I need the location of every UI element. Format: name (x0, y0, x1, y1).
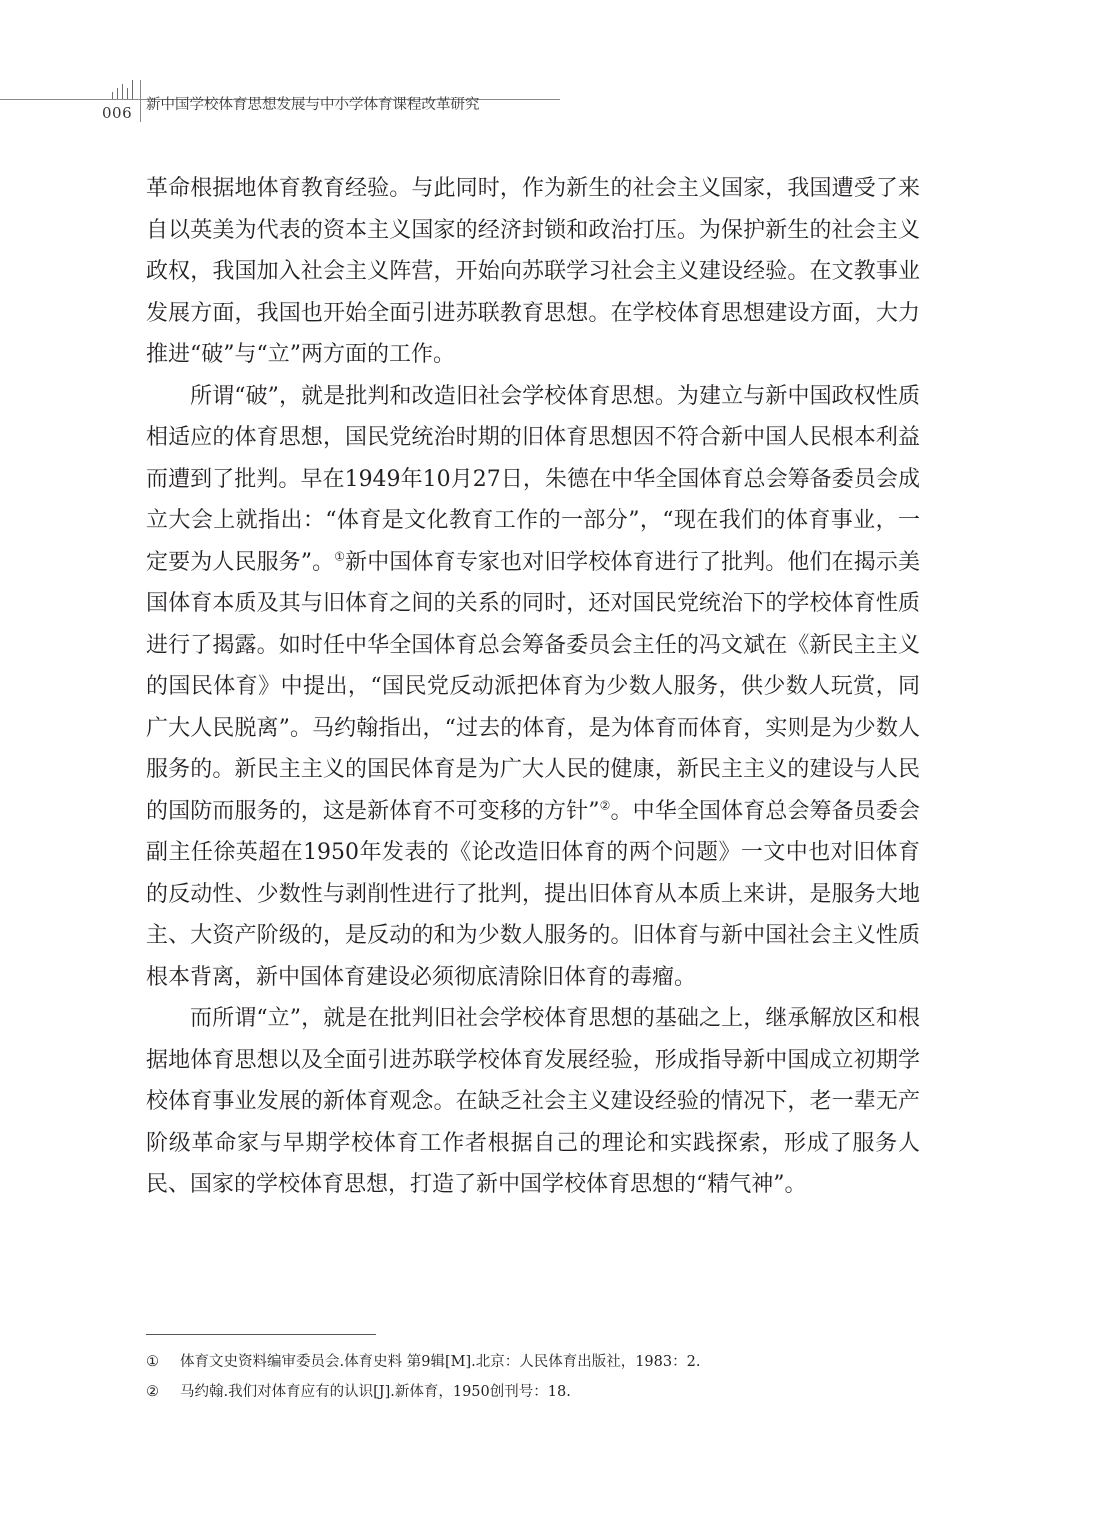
paragraph-1: 革命根据地体育教育经验。与此同时，作为新生的社会主义国家，我国遭受了来自以英美为代表的资本主义国家的经济封锁和政治打压。为保护新生的社会主义政权，我国加入社会主义阵营，开始向苏联学习社会主义建设经验。在文教事业发展方面，我国也开始全面引进苏联教育思想。在学校体育思想建设方面，大力推进“破”与“立”两方面的工作。 (146, 176, 920, 367)
footnote-ref-1[interactable]: ① (334, 549, 346, 564)
header-bars-icon (112, 80, 134, 99)
footnote-text: 马约翰.我们对体育应有的认识[J].新体育，1950创刊号：18. (180, 1384, 571, 1400)
paragraph-2-part-b: 新中国体育专家也对旧学校体育进行了批判。他们在揭示美国体育本质及其与旧体育之间的关系的同时，还对国民党统治下的学校体育性质进行了揭露。如时任中华全国体育总会筹备委员会主任的冯文斌在《新民主主义的国民体育》中提出，“国民党反动派把体育为少数人服务，供少数人玩赏，同广大人民脱离”。马约翰指出，“过去的体育，是为体育而体育，实则是为少数人服务的。新民主主义的国民体育是为广大人民的健康，新民主主义的建设与人民的国防而服务的，这是新体育不可变移的方针” (146, 549, 920, 824)
footnote (146, 1347, 920, 1377)
footnote-marker: ② (146, 1384, 159, 1400)
footnotes (146, 1347, 920, 1407)
page-number: 006 (102, 104, 133, 122)
footnote-marker: ① (146, 1354, 159, 1370)
paragraph-2-part-a: 所谓“破”，就是批判和改造旧社会学校体育思想。为建立与新中国政权性质相适应的体育思想，国民党统治时期的旧体育思想因不符合新中国人民根本利益而遭到了批判。早在1949年10月27日，朱德在中华全国体育总会筹备委员会成立大会上就指出：“体育是文化教育工作的一部分”，“现在我们的体育事业，一定要为人民服务”。 (146, 383, 920, 575)
footnote (146, 1377, 920, 1407)
footnote-ref-2[interactable]: ② (599, 798, 611, 813)
paragraph-2 (146, 376, 920, 999)
footnote-text: 体育文史资料编审委员会.体育史料 第9辑[M].北京：人民体育出版社，1983：2. (180, 1354, 701, 1370)
header-divider (140, 80, 141, 122)
paragraph-2-part-c: 。中华全国体育总会筹备员委会副主任徐英超在1950年发表的《论改造旧体育的两个问题》一文中也对旧体育的反动性、少数性与剥削性进行了批判，提出旧体育从本质上来讲，是服务大地主、大资产阶级的，是反动的和为少数人服务的。旧体育与新中国社会主义性质根本背离，新中国体育建设必须彻底清除旧体育的毒瘤。 (146, 798, 921, 990)
footnote-rule (146, 1334, 376, 1335)
paragraph-3: 而所谓“立”，就是在批判旧社会学校体育思想的基础之上，继承解放区和根据地体育思想以及全面引进苏联学校体育发展经验，形成指导新中国成立初期学校体育事业发展的新体育观念。在缺乏社会主义建设经验的情况下，老一辈无产阶级革命家与早期学校体育工作者根据自己的理论和实践探索，形成了服务人民、国家的学校体育思想，打造了新中国学校体育思想的“精气神”。 (146, 1006, 920, 1197)
body-text (146, 168, 920, 1206)
running-title: 新中国学校体育思想发展与中小学体育课程改革研究 (146, 97, 480, 113)
